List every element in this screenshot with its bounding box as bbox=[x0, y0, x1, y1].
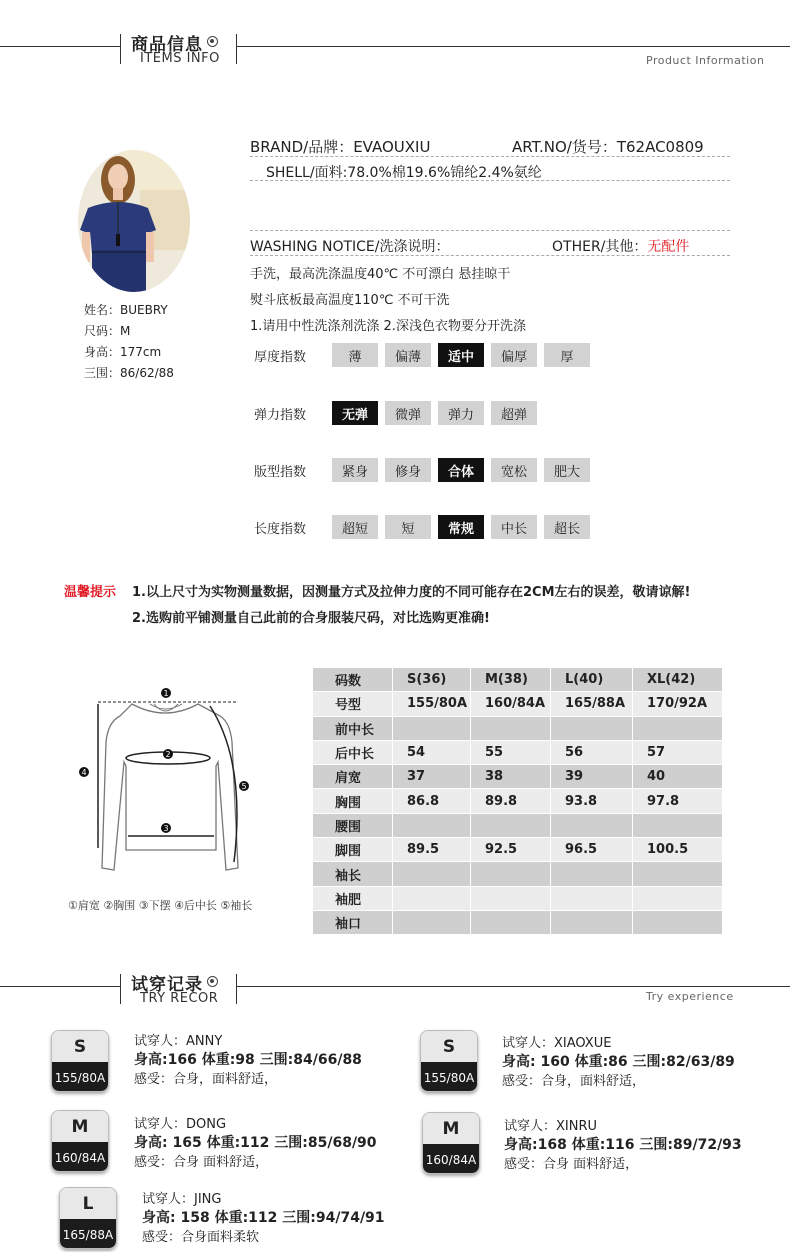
table-row bbox=[313, 765, 723, 789]
index-option: 薄 bbox=[332, 343, 378, 367]
section-title-cn: 试穿记录 bbox=[131, 975, 203, 995]
table-cell bbox=[471, 716, 551, 740]
divider bbox=[250, 255, 730, 256]
badge-size: M bbox=[52, 1111, 108, 1142]
section-title-en: ITEMS INFO bbox=[140, 51, 220, 66]
other-label: OTHER/其他： bbox=[552, 239, 648, 255]
table-cell: 56 bbox=[551, 740, 633, 764]
table-cell bbox=[633, 716, 723, 740]
index-option: 超短 bbox=[332, 515, 378, 539]
record-stats: 身高: 158 体重:112 三围:94/74/91 bbox=[142, 1210, 385, 1226]
index-option: 常规 bbox=[438, 515, 484, 539]
row-header-cell: 号型 bbox=[313, 692, 393, 716]
record-feel: 感受：合身 面料舒适， bbox=[504, 1157, 639, 1172]
table-cell: 165/88A bbox=[551, 692, 633, 716]
index-option: 肥大 bbox=[544, 458, 590, 482]
marker-4: 4 bbox=[81, 768, 87, 777]
marker-2: 2 bbox=[165, 750, 171, 759]
index-option: 中长 bbox=[491, 515, 537, 539]
index-option: 短 bbox=[385, 515, 431, 539]
washing-row bbox=[250, 236, 730, 256]
row-header-cell: 袖长 bbox=[313, 862, 393, 886]
model-size: 尺码：M bbox=[84, 324, 131, 338]
index-option: 偏厚 bbox=[491, 343, 537, 367]
measurement-diagram bbox=[70, 682, 260, 886]
index-option: 偏薄 bbox=[385, 343, 431, 367]
index-option: 合体 bbox=[438, 458, 484, 482]
row-header-cell: 前中长 bbox=[313, 716, 393, 740]
badge-code: 160/84A bbox=[423, 1144, 479, 1174]
index-option: 紧身 bbox=[332, 458, 378, 482]
index-option: 适中 bbox=[438, 343, 484, 367]
row-header-cell: 肩宽 bbox=[313, 765, 393, 789]
tips-line-2: 2.选购前平铺测量自己此前的合身服装尺码，对比选购更准确! bbox=[132, 611, 490, 626]
table-row bbox=[313, 692, 723, 716]
table-cell: M(38) bbox=[471, 668, 551, 692]
divider bbox=[250, 156, 730, 157]
badge-size: M bbox=[423, 1113, 479, 1144]
table-row bbox=[313, 838, 723, 862]
index-label: 弹力指数 bbox=[254, 407, 307, 423]
table-cell: 39 bbox=[551, 765, 633, 789]
table-cell: S(36) bbox=[393, 668, 471, 692]
section-title-right: Product Information bbox=[646, 54, 765, 67]
index-option: 超弹 bbox=[491, 401, 537, 425]
badge-code: 160/84A bbox=[52, 1142, 108, 1172]
brand-row bbox=[250, 136, 730, 157]
index-option: 宽松 bbox=[491, 458, 537, 482]
size-badge bbox=[422, 1112, 480, 1174]
try-record-header bbox=[0, 966, 790, 1026]
record-person: 试穿人：XIAOXUE bbox=[502, 1036, 612, 1051]
index-option: 无弹 bbox=[332, 401, 378, 425]
table-row bbox=[313, 813, 723, 837]
row-header-cell: 后中长 bbox=[313, 740, 393, 764]
washing-label: WASHING NOTICE/洗涤说明： bbox=[250, 239, 450, 255]
index-option: 微弹 bbox=[385, 401, 431, 425]
table-cell bbox=[393, 910, 471, 934]
table-cell: 57 bbox=[633, 740, 723, 764]
marker-1: 1 bbox=[163, 689, 169, 698]
index-label: 版型指数 bbox=[254, 464, 307, 480]
row-header-cell: 腰围 bbox=[313, 813, 393, 837]
model-info bbox=[84, 300, 174, 384]
table-cell bbox=[393, 716, 471, 740]
brand-text: BRAND/品牌：EVAOUXIU bbox=[250, 138, 431, 156]
record-person: 试穿人：DONG bbox=[134, 1117, 227, 1132]
table-cell: 160/84A bbox=[471, 692, 551, 716]
wash-line-1: 手洗，最高洗涤温度40℃ 不可漂白 悬挂晾干 bbox=[250, 267, 511, 282]
badge-size: S bbox=[421, 1031, 477, 1062]
table-cell: 86.8 bbox=[393, 789, 471, 813]
try-record bbox=[502, 1034, 735, 1091]
record-feel: 感受：合身，面料舒适， bbox=[134, 1072, 278, 1087]
table-cell bbox=[551, 886, 633, 910]
record-stats: 身高: 165 体重:112 三围:85/68/90 bbox=[134, 1135, 377, 1151]
table-cell: 96.5 bbox=[551, 838, 633, 862]
table-cell bbox=[551, 910, 633, 934]
table-row bbox=[313, 668, 723, 692]
items-info-header bbox=[0, 26, 790, 86]
wash-line-3: 1.请用中性洗涤剂洗涤 2.深浅色衣物要分开洗涤 bbox=[250, 319, 526, 334]
table-cell: 93.8 bbox=[551, 789, 633, 813]
table-row bbox=[313, 740, 723, 764]
table-cell bbox=[471, 886, 551, 910]
try-record bbox=[142, 1190, 385, 1247]
divider bbox=[250, 180, 730, 181]
index-row bbox=[254, 458, 597, 482]
table-cell bbox=[393, 862, 471, 886]
table-cell bbox=[471, 862, 551, 886]
table-cell: 170/92A bbox=[633, 692, 723, 716]
wash-line-2: 熨斗底板最高温度110℃ 不可干洗 bbox=[250, 293, 450, 308]
record-person: 试穿人：XINRU bbox=[504, 1119, 598, 1134]
record-feel: 感受：合身 面料舒适， bbox=[134, 1155, 269, 1170]
table-cell: 37 bbox=[393, 765, 471, 789]
record-stats: 身高:166 体重:98 三围:84/66/88 bbox=[134, 1052, 362, 1068]
table-cell bbox=[551, 813, 633, 837]
model-name: 姓名：BUEBRY bbox=[84, 303, 168, 317]
marker-5: 5 bbox=[241, 782, 247, 791]
index-label: 长度指数 bbox=[254, 521, 307, 537]
badge-size: L bbox=[60, 1188, 116, 1219]
diagram-legend: ①肩宽 ②胸围 ③下摆 ④后中长 ⑤袖长 bbox=[68, 899, 253, 912]
table-cell: 55 bbox=[471, 740, 551, 764]
table-cell: 54 bbox=[393, 740, 471, 764]
section-title-cn: 商品信息 bbox=[131, 35, 203, 55]
section-title-right: Try experience bbox=[646, 990, 734, 1003]
try-record bbox=[134, 1115, 377, 1172]
table-cell bbox=[471, 910, 551, 934]
row-header-cell: 袖肥 bbox=[313, 886, 393, 910]
index-option: 超长 bbox=[544, 515, 590, 539]
table-cell: 97.8 bbox=[633, 789, 723, 813]
table-cell: L(40) bbox=[551, 668, 633, 692]
divider bbox=[250, 230, 730, 231]
try-record bbox=[134, 1032, 362, 1089]
table-cell bbox=[633, 910, 723, 934]
table-cell: 40 bbox=[633, 765, 723, 789]
row-header-cell: 胸围 bbox=[313, 789, 393, 813]
tips-line-1: 1.以上尺寸为实物测量数据，因测量方式及拉伸力度的不同可能存在2CM左右的误差，敬请谅解! bbox=[132, 585, 691, 600]
record-feel: 感受：合身，面料舒适， bbox=[502, 1074, 646, 1089]
model-measure: 三围：86/62/88 bbox=[84, 366, 174, 380]
table-cell: 155/80A bbox=[393, 692, 471, 716]
size-badge bbox=[59, 1187, 117, 1249]
other-value: 无配件 bbox=[647, 239, 690, 255]
index-row bbox=[254, 515, 597, 539]
marker-3: 3 bbox=[163, 824, 169, 833]
model-photo bbox=[78, 150, 190, 292]
tips-label: 温馨提示 bbox=[64, 585, 117, 600]
record-person: 试穿人：JING bbox=[142, 1192, 222, 1207]
table-row bbox=[313, 716, 723, 740]
table-row bbox=[313, 910, 723, 934]
record-stats: 身高:168 体重:116 三围:89/72/93 bbox=[504, 1137, 742, 1153]
table-row bbox=[313, 886, 723, 910]
table-row bbox=[313, 862, 723, 886]
table-cell: 89.8 bbox=[471, 789, 551, 813]
table-cell bbox=[633, 886, 723, 910]
art-no-text: ART.NO/货号：T62AC0809 bbox=[512, 138, 704, 156]
table-cell: 89.5 bbox=[393, 838, 471, 862]
badge-size: S bbox=[52, 1031, 108, 1062]
badge-code: 155/80A bbox=[421, 1062, 477, 1092]
record-stats: 身高: 160 体重:86 三围:82/63/89 bbox=[502, 1054, 735, 1070]
table-cell: 38 bbox=[471, 765, 551, 789]
shell-text: SHELL/面料:78.0%棉19.6%锦纶2.4%氨纶 bbox=[266, 165, 542, 181]
table-cell bbox=[393, 813, 471, 837]
table-cell bbox=[393, 886, 471, 910]
size-badge bbox=[51, 1030, 109, 1092]
size-badge bbox=[420, 1030, 478, 1092]
badge-code: 165/88A bbox=[60, 1219, 116, 1249]
row-header-cell: 码数 bbox=[313, 668, 393, 692]
size-table bbox=[312, 667, 723, 935]
model-height: 身高：177cm bbox=[84, 345, 162, 359]
row-header-cell: 脚围 bbox=[313, 838, 393, 862]
index-row bbox=[254, 343, 597, 367]
index-option: 修身 bbox=[385, 458, 431, 482]
table-cell: 92.5 bbox=[471, 838, 551, 862]
record-feel: 感受：合身面料柔软 bbox=[142, 1230, 260, 1245]
circle-dot-icon bbox=[207, 976, 218, 987]
index-option: 弹力 bbox=[438, 401, 484, 425]
table-cell bbox=[471, 813, 551, 837]
circle-dot-icon bbox=[207, 36, 218, 47]
table-cell bbox=[633, 862, 723, 886]
table-row bbox=[313, 789, 723, 813]
table-cell: XL(42) bbox=[633, 668, 723, 692]
index-option: 厚 bbox=[544, 343, 590, 367]
size-badge bbox=[51, 1110, 109, 1172]
section-title-en: TRY RECOR bbox=[140, 991, 219, 1006]
table-cell bbox=[633, 813, 723, 837]
table-cell: 100.5 bbox=[633, 838, 723, 862]
table-cell bbox=[551, 716, 633, 740]
table-cell bbox=[551, 862, 633, 886]
index-label: 厚度指数 bbox=[254, 349, 307, 365]
row-header-cell: 袖口 bbox=[313, 910, 393, 934]
badge-code: 155/80A bbox=[52, 1062, 108, 1092]
index-row bbox=[254, 401, 544, 425]
record-person: 试穿人：ANNY bbox=[134, 1034, 223, 1049]
try-record bbox=[504, 1117, 742, 1174]
